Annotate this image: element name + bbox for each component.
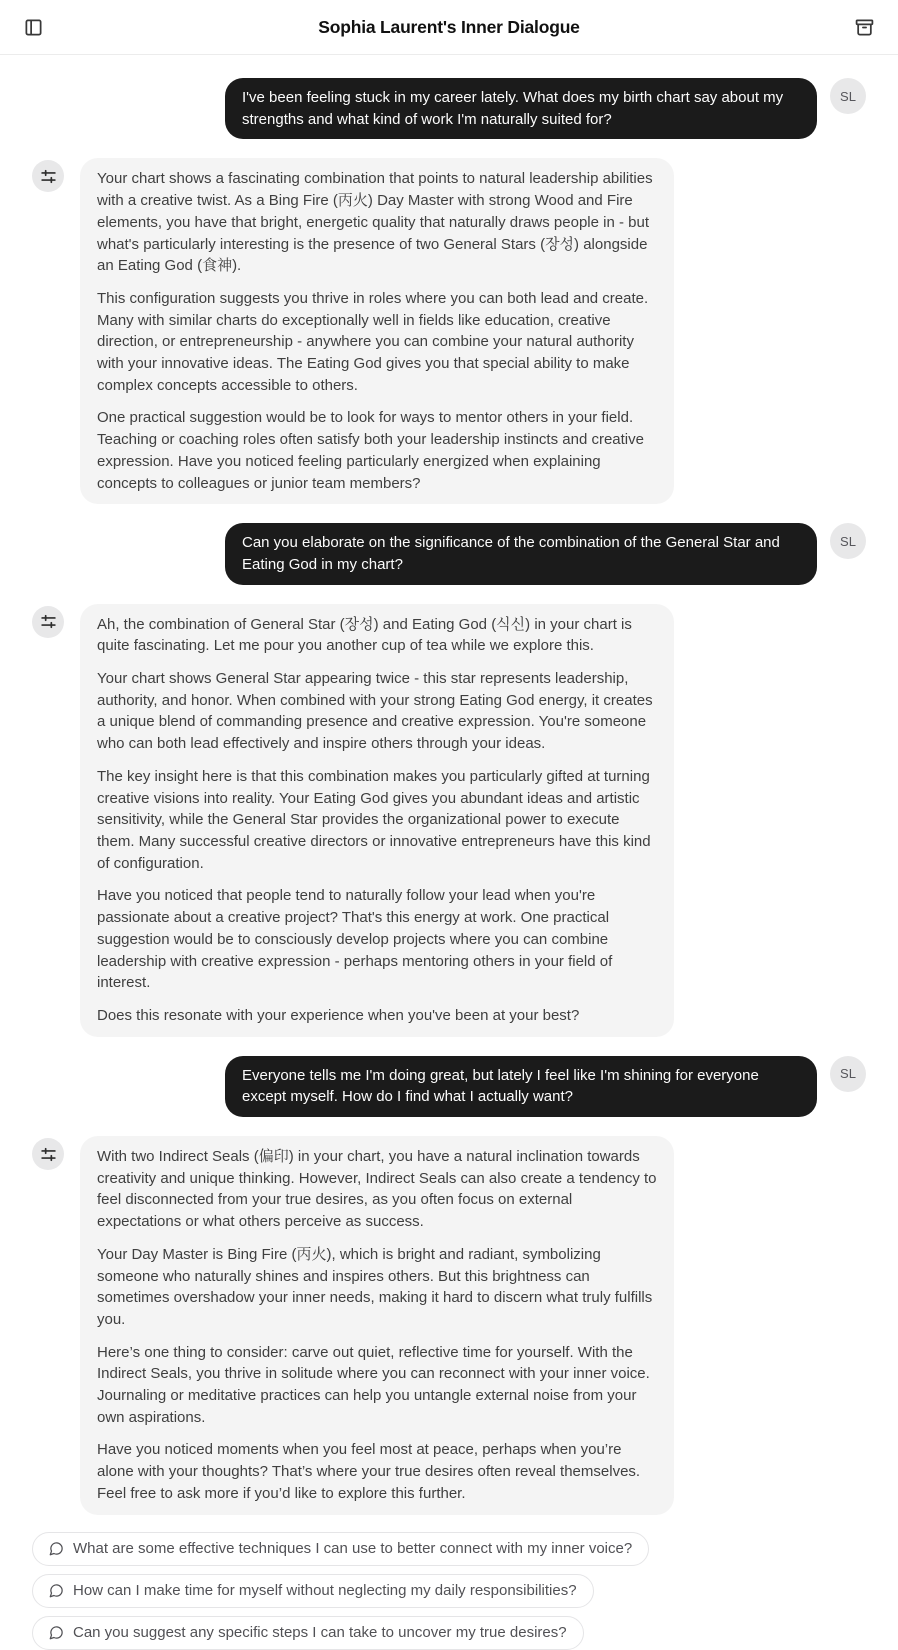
user-message-bubble	[225, 78, 817, 139]
sliders-icon	[40, 1146, 57, 1163]
avatar: SL	[830, 78, 866, 114]
sidebar-toggle-button[interactable]	[20, 14, 47, 41]
user-message-bubble	[225, 523, 817, 584]
assistant-message-bubble	[80, 1136, 674, 1515]
message-text: Here’s one thing to consider: carve out quiet, reflective time for yourself. With the Indirect Seals, you thrive in solitude where you can reconnect with your inner voice. Journaling or meditative practices can help you untangle external noise from your own aspirations.	[97, 1343, 650, 1426]
message-text: I've been feeling stuck in my career lately. What does my birth chart say about my strengths and what kind of work I'm naturally suited for?	[242, 89, 784, 128]
message-bubble-icon	[49, 1541, 64, 1556]
message-text: The key insight here is that this combination makes you particularly gifted at turning creative visions into reality. Your Eating God gives you abundant ideas and artistic sensitivity, while the General Star provides the organizational power to execute them. Many successful creative directors or innovative entrepreneurs have this kind of configuration.	[97, 767, 651, 872]
message-bubble-icon	[49, 1625, 64, 1640]
assistant-avatar	[32, 160, 64, 192]
message-text: One practical suggestion would be to look for ways to mentor others in your field. Teaching or coaching roles often satisfy both your leadership instincts and creative expression. Have you noticed feeling particularly energized when explaining concepts to colleagues or junior team members?	[97, 409, 644, 492]
suggestion-chip[interactable]	[32, 1532, 649, 1566]
user-message-row	[32, 1056, 866, 1117]
panel-left-icon	[24, 18, 43, 37]
message-text: Your Day Master is Bing Fire (丙火), which is bright and radiant, symbolizing someone who naturally shines and inspires others. But this brightness can sometimes overshadow your inner needs, making it hard to discern what truly fulfills you.	[97, 1245, 653, 1328]
suggestion-label: How can I make time for myself without neglecting my daily responsibilities?	[73, 1581, 577, 1599]
avatar: SL	[830, 1056, 866, 1092]
suggestion-chip[interactable]	[32, 1616, 584, 1650]
message-text: Have you noticed that people tend to naturally follow your lead when you're passionate about a creative project? That's this energy at work. One practical suggestion would be to consciously develop projects where you can combine leadership with creative expression - perhaps mentoring others in your field of interest.	[97, 887, 613, 992]
message-text: Your chart shows General Star appearing twice - this star represents leadership, authority, and honor. When combined with your strong Eating God energy, it creates a unique blend of commanding presence and creative expression. You're someone who can both lead effectively and inspire others through your ideas.	[97, 670, 653, 753]
avatar: SL	[830, 523, 866, 559]
suggestion-label: Can you suggest any specific steps I can take to uncover my true desires?	[73, 1623, 567, 1641]
user-message-row	[32, 523, 866, 584]
assistant-message-bubble	[80, 158, 674, 504]
assistant-avatar	[32, 606, 64, 638]
message-text: With two Indirect Seals (偏印) in your chart, you have a natural inclination towards creativity and unique thinking. However, Indirect Seals can also create a tendency to feel disconnected from your true desires, as you often focus on external expectations or what others perceive as success.	[97, 1148, 657, 1231]
assistant-message-bubble	[80, 604, 674, 1037]
message-text: Does this resonate with your experience when you've been at your best?	[97, 1006, 580, 1024]
sliders-icon	[40, 168, 57, 185]
message-text: Ah, the combination of General Star (장성) and Eating God (식신) in your chart is quite fascinating. Let me pour you another cup of tea while we explore this.	[97, 615, 632, 655]
assistant-message-row	[32, 158, 866, 504]
message-bubble-icon	[49, 1583, 64, 1598]
message-text: Everyone tells me I'm doing great, but lately I feel like I'm shining for everyone except myself. How do I find what I actually want?	[242, 1066, 759, 1106]
archive-button[interactable]	[851, 14, 878, 41]
suggested-replies	[0, 1532, 898, 1650]
user-message-row	[32, 78, 866, 139]
user-message-bubble	[225, 1056, 817, 1117]
archive-icon	[855, 18, 874, 37]
assistant-message-row	[32, 1136, 866, 1515]
chat-area	[0, 55, 898, 1515]
message-text: Can you elaborate on the significance of the combination of the General Star and Eating God in my chart?	[242, 534, 780, 573]
message-text: Have you noticed moments when you feel most at peace, perhaps when you’re alone with your thoughts? That’s where your true desires often reveal themselves. Feel free to ask more if you’d like to explore this further.	[97, 1441, 641, 1502]
header	[0, 0, 898, 55]
page-title: Sophia Laurent's Inner Dialogue	[318, 16, 580, 37]
assistant-message-row	[32, 604, 866, 1037]
suggestion-label: What are some effective techniques I can use to better connect with my inner voice?	[73, 1539, 633, 1557]
message-text: Your chart shows a fascinating combination that points to natural leadership abilities with a creative twist. As a Bing Fire (丙火) Day Master with strong Wood and Fire elements, you have that bright, energetic quality that naturally draws people in - but what's particularly interesting is the presence of two General Stars (장성) alongside an Eating God (食神).	[97, 170, 653, 275]
suggestion-chip[interactable]	[32, 1574, 594, 1608]
sliders-icon	[40, 613, 57, 630]
message-text: This configuration suggests you thrive in roles where you can both lead and create. Many with similar charts do exceptionally well in fields like education, creative direction, or entrepreneurship - anywhere you can combine your natural authority with your innovative ideas. The Eating God gives you that special ability to make complex concepts accessible to others.	[97, 289, 649, 394]
assistant-avatar	[32, 1138, 64, 1170]
